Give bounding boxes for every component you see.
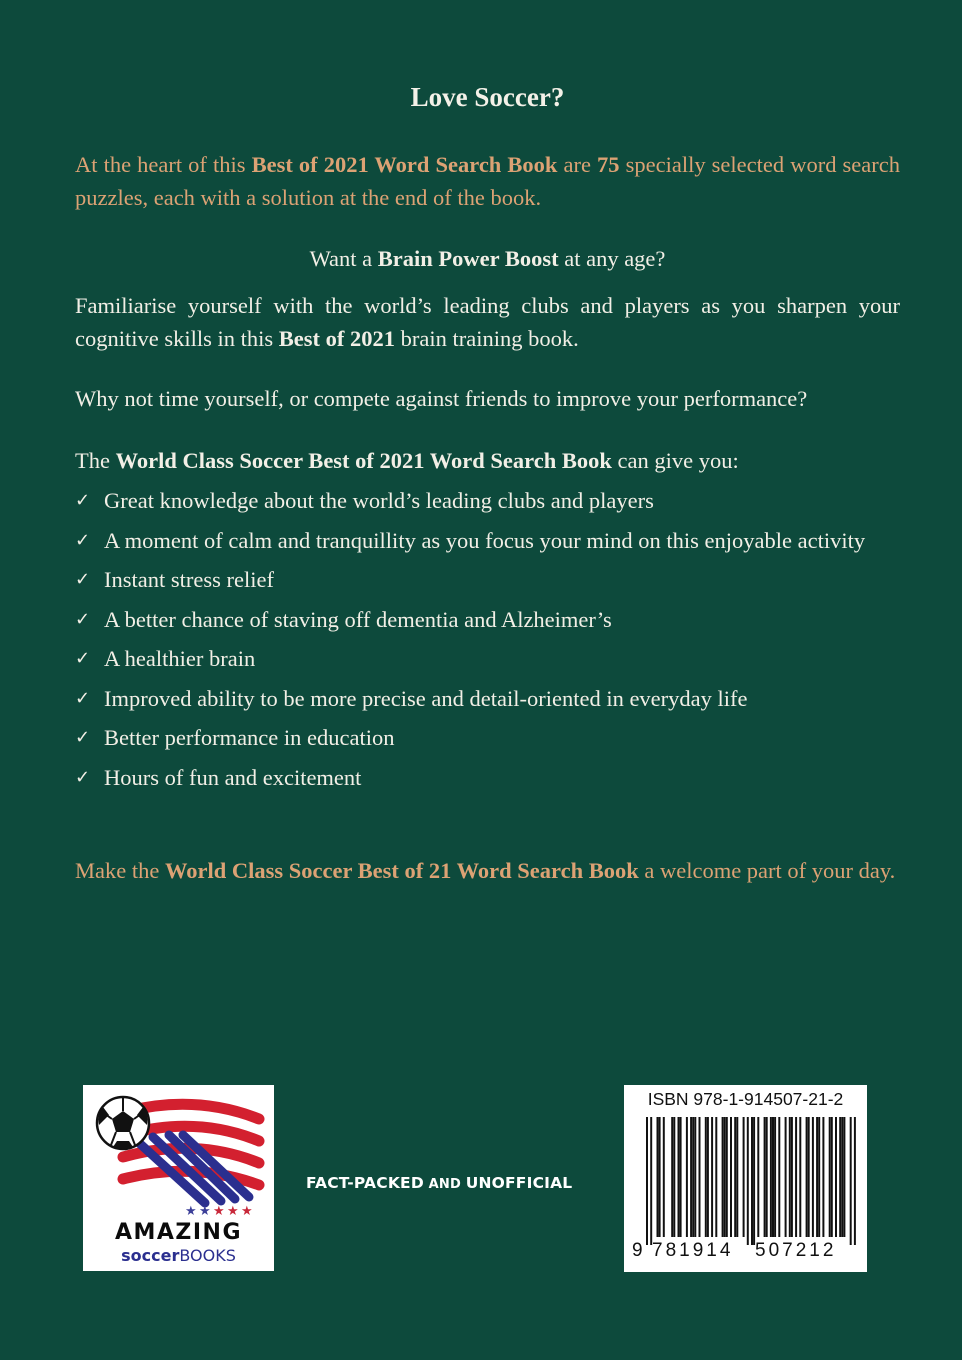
svg-text:★: ★	[199, 1204, 211, 1219]
closing-paragraph	[75, 854, 900, 887]
check-icon: ✓	[75, 766, 91, 788]
barcode-bar	[707, 1117, 709, 1237]
logo-books-word: BOOKS	[179, 1246, 236, 1265]
logo-subtitle	[83, 1246, 274, 1265]
barcode-bar	[774, 1117, 776, 1237]
logo-soccer-word: soccer	[121, 1246, 180, 1265]
tagline-word: UNOFFICIAL	[465, 1174, 573, 1192]
barcode-bar	[764, 1117, 766, 1237]
check-icon: ✓	[75, 727, 91, 748]
familiarise-text: Familiarise yourself with the world’s leading clubs and players as you sharpen your cognitive skills in this	[75, 293, 900, 351]
isbn-barcode	[624, 1085, 867, 1272]
barcode-bar	[673, 1117, 675, 1237]
barcode-bar	[822, 1117, 824, 1237]
puzzle-count: 75	[597, 152, 620, 177]
barcode-bar	[766, 1117, 768, 1237]
barcode-bar	[753, 1117, 755, 1245]
barcode-bar	[791, 1117, 793, 1237]
isbn-digit-group: 507212	[755, 1240, 837, 1261]
isbn-label: ISBN 978-1-914507-21-2	[647, 1089, 844, 1109]
barcode-bar	[795, 1117, 797, 1237]
barcode-bar	[812, 1117, 814, 1237]
barcode-bar	[785, 1117, 787, 1237]
barcode-bar	[770, 1117, 772, 1237]
barcode-bar	[650, 1117, 652, 1245]
barcode-bar	[699, 1117, 701, 1237]
intro-paragraph	[75, 148, 900, 214]
barcode-bar	[659, 1117, 661, 1237]
logo-brand-name: AMAZING	[114, 1220, 243, 1245]
barcode-bar	[841, 1117, 843, 1237]
intro-text: are	[557, 152, 598, 177]
barcode-bar	[843, 1117, 845, 1237]
barcode-bar	[854, 1117, 856, 1245]
list-item	[75, 761, 900, 794]
brain-boost-question	[75, 242, 900, 275]
barcode-bar	[818, 1117, 820, 1237]
closing-text: a welcome part of your day.	[638, 858, 896, 883]
tagline-word: AND	[423, 1177, 466, 1192]
barcode-bar	[751, 1117, 753, 1245]
barcode-bar	[724, 1117, 726, 1237]
list-item	[75, 563, 900, 596]
question-text: Want a	[309, 246, 378, 271]
barcode-bar	[657, 1117, 659, 1237]
closing-text: Make the	[75, 858, 165, 883]
benefits-intro-text: The	[75, 448, 116, 473]
check-icon: ✓	[75, 687, 91, 709]
list-item	[75, 524, 900, 557]
barcode-bar	[743, 1117, 745, 1237]
compete-paragraph: Why not time yourself, or compete against friends to improve your performance?	[75, 386, 808, 411]
svg-text:★: ★	[227, 1204, 239, 1219]
benefit-text: Better performance in education	[104, 725, 395, 750]
barcode-bar	[726, 1117, 728, 1237]
benefit-text: Great knowledge about the world’s leading clubs and players	[104, 488, 654, 513]
publisher-logo	[83, 1085, 274, 1271]
benefits-intro	[75, 444, 900, 477]
svg-text:★: ★	[185, 1204, 197, 1219]
svg-text:★: ★	[241, 1204, 253, 1219]
barcode-bar	[734, 1117, 736, 1237]
barcode-bar	[711, 1117, 713, 1237]
benefit-text: Instant stress relief	[104, 567, 274, 592]
list-item	[75, 484, 900, 517]
list-item	[75, 642, 900, 675]
benefits-intro-text: can give you:	[611, 448, 739, 473]
barcode-bar	[680, 1117, 682, 1237]
barcode-bar	[829, 1117, 831, 1237]
barcode-bar	[730, 1117, 732, 1237]
question-text: at any age?	[558, 246, 666, 271]
barcode-bar	[778, 1117, 780, 1237]
barcode-bar	[692, 1117, 694, 1237]
barcode-bar	[646, 1117, 648, 1245]
check-icon: ✓	[75, 490, 91, 511]
list-item	[75, 682, 900, 715]
barcode-bar	[722, 1117, 724, 1237]
intro-text: specially selected word search puzzles, each with a solution at the end of the book.	[75, 152, 900, 210]
barcode-bar	[705, 1117, 707, 1237]
barcode-bar	[806, 1117, 808, 1237]
check-icon: ✓	[75, 648, 91, 669]
tagline	[306, 1174, 572, 1192]
page-title: Love Soccer?	[410, 82, 565, 112]
familiarise-paragraph	[75, 289, 900, 355]
list-item	[75, 721, 900, 754]
barcode-bar	[747, 1117, 749, 1245]
benefits-list	[75, 484, 900, 800]
brain-boost-label: Brain Power Boost	[377, 246, 559, 271]
barcode-bar	[663, 1117, 665, 1237]
barcode-bar	[690, 1117, 692, 1237]
intro-text: At the heart of this	[75, 152, 252, 177]
benefit-text: Improved ability to be more precise and detail-oriented in everyday life	[104, 685, 748, 711]
barcode-bar	[839, 1117, 841, 1237]
check-icon: ✓	[75, 529, 91, 551]
benefit-text: A healthier brain	[104, 646, 256, 671]
barcode-bar	[736, 1117, 738, 1237]
barcode-bar	[808, 1117, 810, 1237]
familiarise-text: brain training book.	[395, 326, 579, 351]
barcode-bar	[686, 1117, 688, 1237]
barcode-bar	[757, 1117, 759, 1237]
barcode-bar	[772, 1117, 774, 1237]
barcode-bar	[671, 1117, 673, 1237]
svg-text:★: ★	[213, 1204, 225, 1219]
isbn-digit-prefix: 9	[632, 1240, 643, 1261]
benefit-text: Hours of fun and excitement	[104, 764, 362, 790]
tagline-word: FACT-PACKED	[306, 1174, 424, 1192]
barcode-bar	[850, 1117, 852, 1245]
check-icon: ✓	[75, 608, 91, 630]
barcode-bar	[835, 1117, 837, 1237]
closing-book-title: World Class Soccer Best of 21 Word Search Book	[164, 858, 639, 883]
full-book-title: World Class Soccer Best of 2021 Word Search Book	[115, 448, 612, 473]
barcode-bar	[816, 1117, 818, 1237]
best-of-label: Best of 2021	[278, 326, 396, 351]
barcode-bar	[678, 1117, 680, 1237]
barcode-bar	[715, 1117, 717, 1237]
barcode-bar	[789, 1117, 791, 1237]
isbn-digit-group: 781914	[652, 1240, 734, 1261]
barcode-bar	[694, 1117, 696, 1237]
list-item	[75, 603, 900, 636]
benefit-text: A better chance of staving off dementia and Alzheimer’s	[104, 606, 612, 632]
benefit-text: A moment of calm and tranquillity as you focus your mind on this enjoyable activity	[104, 527, 866, 553]
barcode-bar	[799, 1117, 801, 1237]
intro-book-title: Best of 2021 Word Search Book	[251, 152, 558, 177]
barcode-bar	[831, 1117, 833, 1237]
check-icon: ✓	[75, 569, 91, 590]
